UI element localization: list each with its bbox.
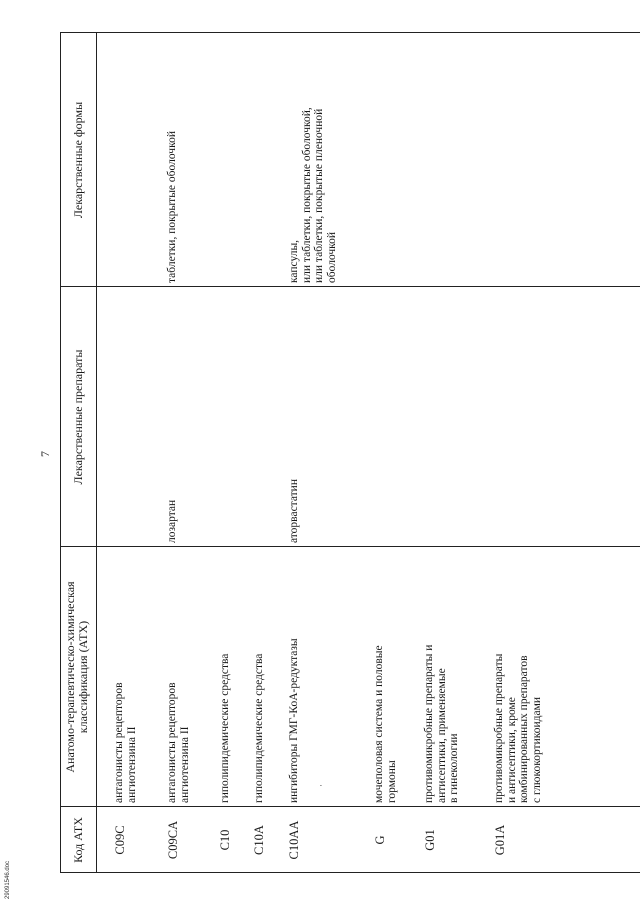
- table-top-border: [60, 33, 61, 873]
- row-g01-code: G01: [423, 829, 437, 851]
- table-col-divider-1: [60, 872, 640, 873]
- row-g-classification: мочеполовая система и половые гормоны: [373, 645, 398, 803]
- row-c09ca-code: C09CA: [166, 820, 180, 860]
- row-g01a-code: G01A: [493, 824, 507, 856]
- document-file-id: 29091546.doc: [5, 860, 11, 899]
- row-c10aa-form: капсулы, или таблетки, покрытые оболочкой, или таблетки, покрытые пленочной оболочкой: [288, 107, 338, 283]
- row-c10-classification: гиполипидемические средства: [219, 653, 231, 803]
- table-col-divider-4: [60, 286, 640, 287]
- row-g-code: G: [373, 835, 387, 845]
- row-c10-code: C10: [218, 829, 232, 851]
- row-c09c-classification: антагонисты рецепторов ангиотензина II: [113, 682, 138, 803]
- row-g01a-classification: противомикробные препараты и антисептики, кроме комбинированных препаратов с глюкокортикоидами: [493, 653, 543, 803]
- table-col-divider-5: [60, 32, 640, 33]
- row-g01-classification: противомикробные препараты и антисептики, применяемые в гинекологии: [423, 644, 460, 803]
- scan-mark: ·: [316, 784, 326, 787]
- row-c09ca-classification: антагонисты рецепторов ангиотензина II: [166, 682, 191, 803]
- page-number: 7: [38, 451, 52, 457]
- row-c10aa-classification: ингибиторы ГМГ-КоА-редуктазы: [288, 638, 300, 803]
- table-col-divider-3: [60, 546, 640, 547]
- table-header-divider: [96, 33, 97, 873]
- row-c09c-code: C09C: [113, 825, 127, 855]
- header-code: Код АТХ: [71, 817, 85, 863]
- row-c09ca-drug: лозартан: [166, 499, 178, 543]
- row-c09ca-form: таблетки, покрытые оболочкой: [166, 131, 178, 283]
- row-c10a-classification: гиполипидемические средства: [253, 653, 265, 803]
- header-forms: Лекарственные формы: [71, 101, 85, 219]
- header-drugs: Лекарственные препараты: [71, 349, 85, 485]
- header-classification: Анатомо-терапевтическо-химическая классификация (АТХ): [63, 581, 90, 773]
- table-col-divider-2: [60, 806, 640, 807]
- row-c10aa-drug: аторвастатин: [288, 479, 300, 543]
- row-c10a-code: C10A: [252, 825, 266, 855]
- row-c10aa-code: C10AA: [287, 820, 301, 860]
